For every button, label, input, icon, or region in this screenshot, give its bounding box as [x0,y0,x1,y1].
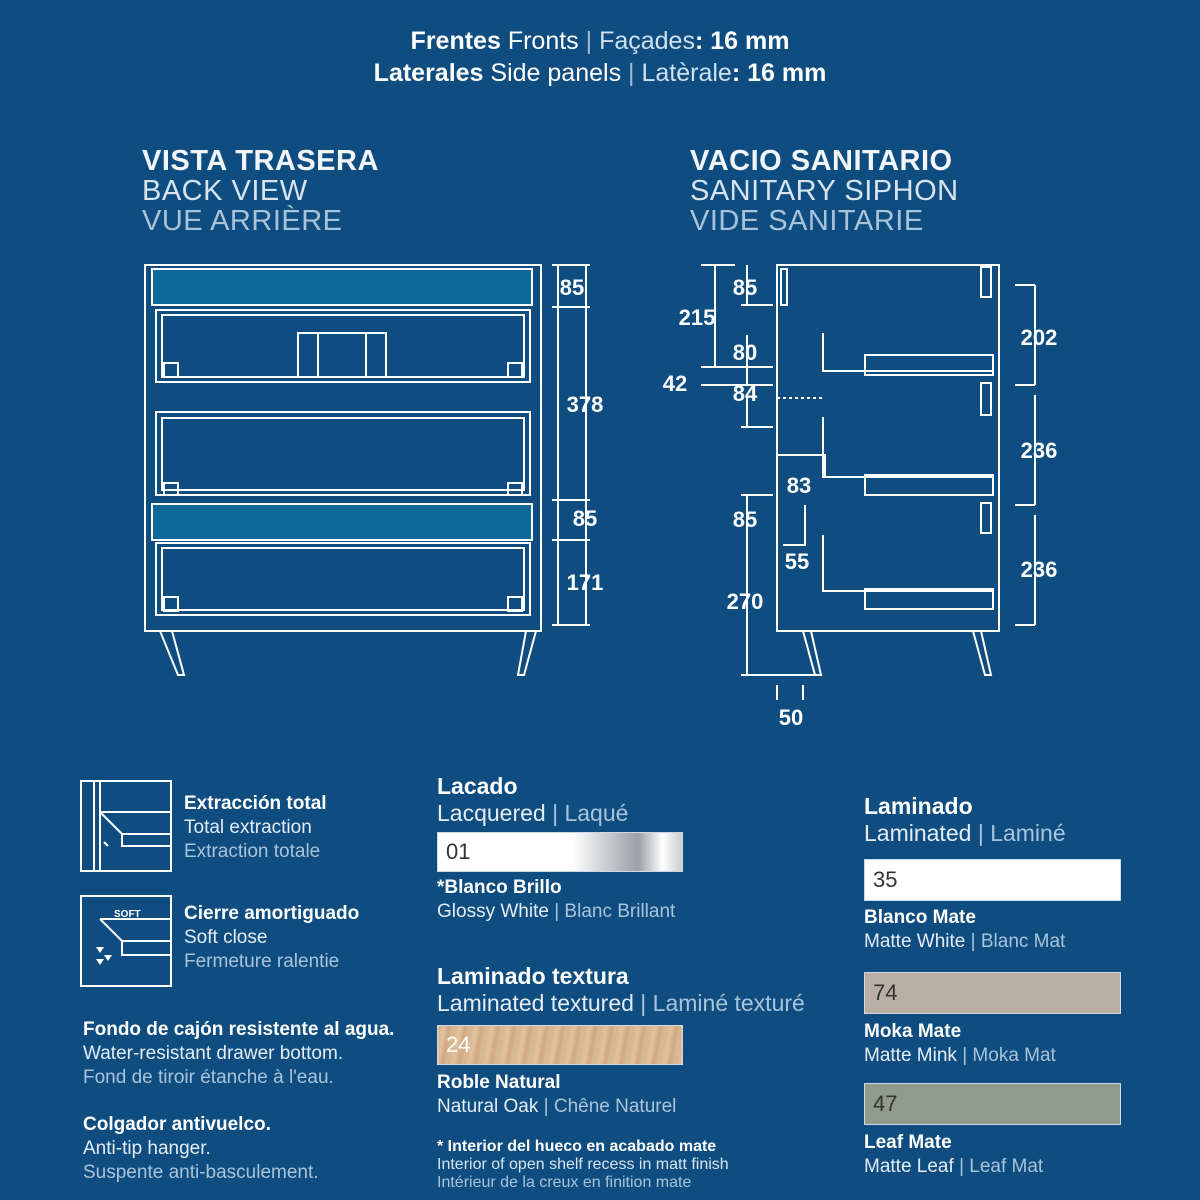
feature-en: Water-resistant drawer bottom. [83,1043,344,1064]
lacquered-section [437,773,628,827]
dim-side-83: 83 [786,473,812,498]
feature-water-resistant [83,1018,394,1090]
swatch-47-label: Leaf Mate Matte Leaf | Leaf Mat [864,1132,1044,1177]
feature-total-extraction [184,792,327,864]
swatch-code: 74 [873,980,898,1005]
total-extraction-icon [80,780,172,872]
feature-fr: Fond de tiroir étanche à l'eau. [83,1067,334,1088]
swatch-code: 24 [446,1032,471,1057]
back-view-title-fr: VUE ARRIÈRE [142,205,343,237]
swatch-name: Blanco Mate [864,907,976,928]
swatch-01[interactable] [437,832,683,872]
feature-en: Soft close [184,927,268,948]
swatch-35-label: Blanco Mate Matte White | Blanc Mat [864,907,1066,952]
fronts-en: Fronts [507,27,579,55]
laminated-title: Laminado [864,793,973,819]
feature-soft-close [184,902,359,974]
feature-fr: Suspente anti-basculement. [83,1162,319,1183]
feature-title: Fondo de cajón resistente al agua. [83,1019,395,1040]
laminated-subtitle: Laminated | Laminé [864,820,1066,846]
footnote-es: * Interior del hueco en acabado mate [437,1138,717,1155]
header-line-fronts [0,25,1200,57]
dim-side-270: 270 [726,589,764,614]
sides-value: : 16 mm [731,59,827,87]
swatch-code: 01 [446,839,471,864]
side-view-title-fr: VIDE SANITARIE [690,205,924,237]
footnote-fr: Intérieur de la creux en finition mate [437,1174,692,1191]
back-view-title-en: BACK VIEW [142,175,308,207]
dim-side-55: 55 [784,549,810,574]
footnote [437,1137,729,1192]
laminated-textured-subtitle: Laminated textured | Laminé texturé [437,990,805,1016]
feature-title: Cierre amortiguado [184,903,360,924]
dim-side-80: 80 [732,340,758,365]
swatch-name: Roble Natural [437,1072,561,1093]
back-view-title [142,146,379,236]
laminated-textured-title: Laminado textura [437,963,629,989]
fronts-fr: Façades [599,27,695,55]
dim-side-84: 84 [732,381,758,406]
swatch-name: Moka Mate [864,1021,962,1042]
feature-en: Total extraction [184,817,312,838]
dim-side-202: 202 [1020,325,1058,350]
feature-fr: Extraction totale [184,841,321,862]
feature-title: Extracción total [184,793,327,814]
dim-back-85-mid: 85 [572,506,598,531]
dim-side-85-mid: 85 [732,507,758,532]
swatch-35[interactable] [864,859,1121,901]
feature-en: Anti-tip hanger. [83,1138,211,1159]
dim-side-236-a: 236 [1020,438,1058,463]
side-view-drawing [655,255,1085,735]
soft-label: SOFT [114,909,141,920]
swatch-74-label: Moka Mate Matte Mink | Moka Mat [864,1021,1056,1066]
separator: | [628,59,635,87]
feature-title: Colgador antivuelco. [83,1114,271,1135]
dim-side-42: 42 [662,371,688,396]
feature-fr: Fermeture ralentie [184,951,340,972]
fronts-es: Frentes [410,27,501,55]
dim-back-85-top: 85 [559,275,585,300]
swatch-01-label: *Blanco Brillo Glossy White | Blanc Brillant [437,877,676,922]
back-mid-panel [152,504,532,540]
sides-fr: Latèrale [641,59,732,87]
side-view-title [690,146,959,236]
feature-anti-tip [83,1113,319,1185]
swatch-24-label: Roble Natural Natural Oak | Chêne Naturel [437,1072,677,1117]
dim-back-171: 171 [566,570,604,595]
back-view-title-es: VISTA TRASERA [142,145,379,177]
swatch-name: *Blanco Brillo [437,877,562,898]
dim-side-215: 215 [678,305,716,330]
swatch-24[interactable] [437,1025,683,1065]
dim-side-50: 50 [778,705,804,730]
laminated-section [864,793,1066,847]
soft-close-icon [80,895,172,987]
back-view-drawing [130,255,630,725]
swatch-code: 35 [873,867,898,892]
fronts-value: : 16 mm [694,27,790,55]
lacquered-title: Lacado [437,773,518,799]
dim-side-85-top: 85 [732,275,758,300]
dim-side-236-b: 236 [1020,557,1058,582]
footnote-en: Interior of open shelf recess in matt finish [437,1156,729,1173]
sides-en: Side panels [490,59,622,87]
lacquered-subtitle: Lacquered | Laqué [437,800,629,826]
sides-es: Laterales [373,59,484,87]
swatch-name: Leaf Mate [864,1132,952,1153]
swatch-code: 47 [873,1091,898,1116]
side-view-title-es: VACIO SANITARIO [690,145,953,177]
swatch-74[interactable] [864,972,1121,1014]
laminated-textured-section [437,963,805,1017]
back-top-panel [152,269,532,305]
side-view-title-en: SANITARY SIPHON [690,175,959,207]
separator: | [585,27,593,55]
dim-back-378: 378 [566,392,604,417]
swatch-47[interactable] [864,1083,1121,1125]
header-line-sides [0,57,1200,89]
